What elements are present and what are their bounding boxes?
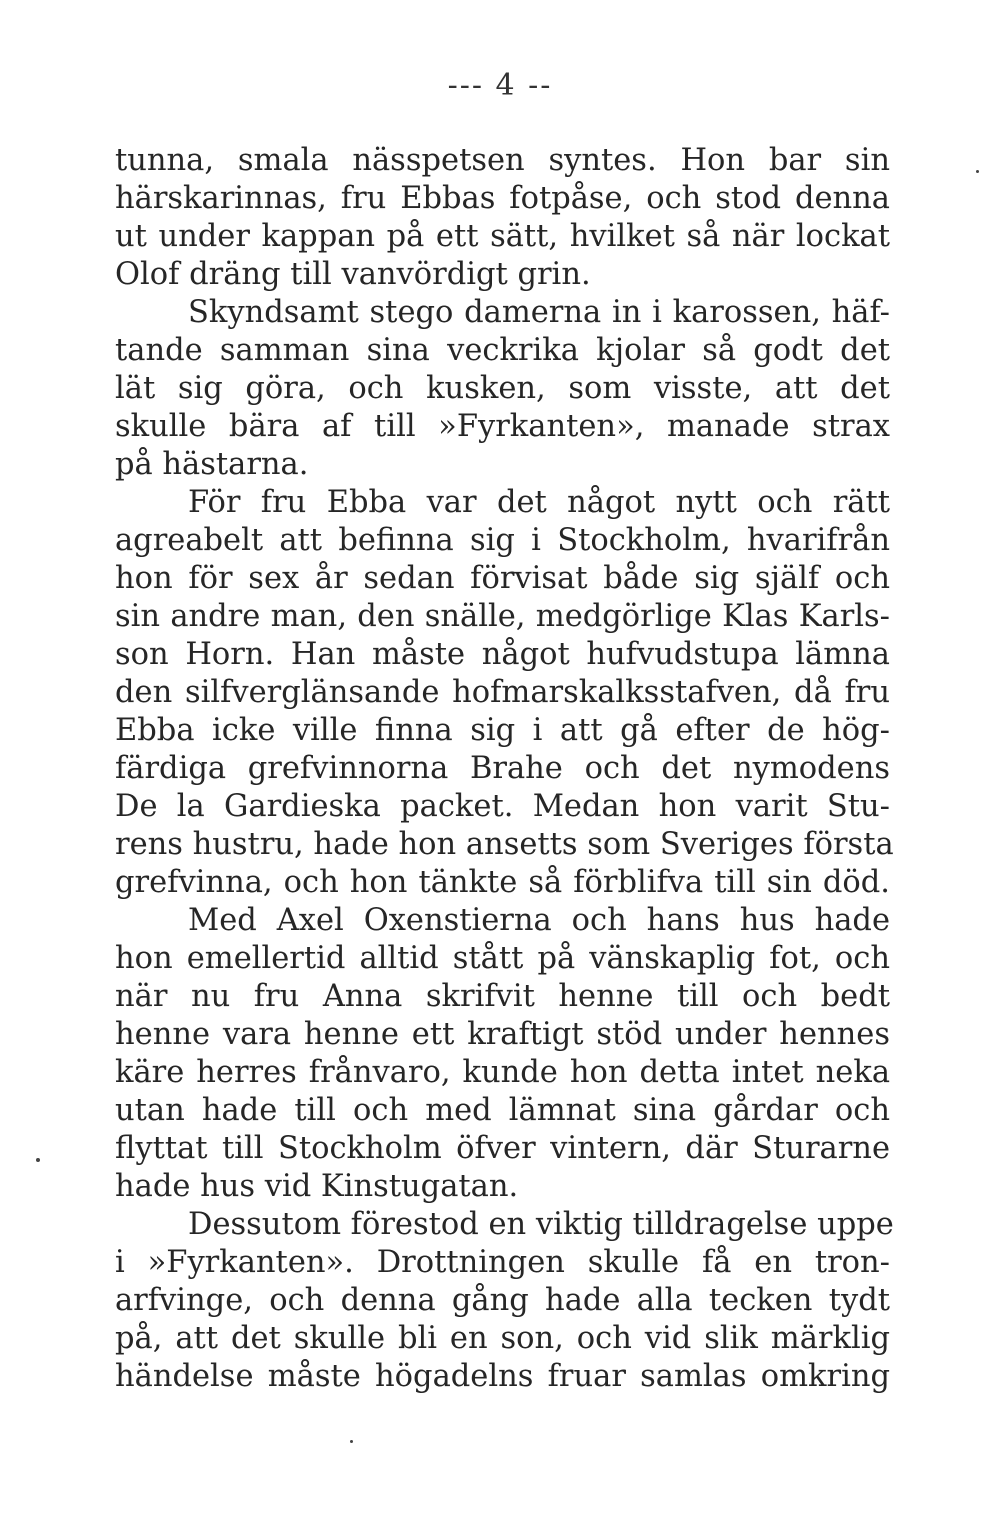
text-line: rens hustru, hade hon ansetts som Sveriges första — [115, 827, 894, 862]
text-line: i »Fyrkanten». Drottningen skulle få en tron- — [115, 1245, 890, 1280]
text-line: Ebba icke ville finna sig i att gå efter de hög- — [115, 713, 890, 748]
text-line: son Horn. Han måste något hufvudstupa lämna — [115, 637, 890, 672]
text-line: arfvinge, och denna gång hade alla tecken tydt — [115, 1283, 890, 1318]
text-line: på, att det skulle bli en son, och vid slik märklig — [115, 1321, 890, 1356]
text-line: färdiga grefvinnorna Brahe och det nymodens — [115, 751, 890, 786]
text-line: sin andre man, den snälle, medgörlige Klas Karls- — [115, 599, 890, 634]
text-line: henne vara henne ett kraftigt stöd under hennes — [115, 1017, 890, 1052]
text-line: Skyndsamt stego damerna in i karossen, häf- — [188, 295, 890, 330]
ink-speck — [976, 170, 979, 173]
text-line: härskarinnas, fru Ebbas fotpåse, och stod denna — [115, 181, 890, 216]
text-line: när nu fru Anna skrifvit henne till och bedt — [115, 979, 890, 1014]
text-line: Olof dräng till vanvördigt grin. — [115, 257, 591, 292]
text-line: Dessutom förestod en viktig tilldragelse uppe — [188, 1207, 894, 1242]
text-line: flyttat till Stockholm öfver vintern, där Sturarne — [115, 1131, 890, 1166]
text-line: tunna, smala nässpetsen syntes. Hon bar sin — [115, 143, 890, 178]
text-line: händelse måste högadelns fruar samlas omkring — [115, 1359, 890, 1394]
text-line: käre herres frånvaro, kunde hon detta intet neka — [115, 1055, 890, 1090]
text-line: på hästarna. — [115, 447, 309, 482]
text-line: lät sig göra, och kusken, som visste, att det — [115, 371, 890, 406]
text-line: För fru Ebba var det något nytt och rätt — [188, 485, 890, 520]
text-line: grefvinna, och hon tänkte så förblifva till sin död. — [115, 865, 890, 900]
text-line: tande samman sina veckrika kjolar så godt det — [115, 333, 890, 368]
text-line: Med Axel Oxenstierna och hans hus hade — [188, 903, 890, 938]
text-line: De la Gardieska packet. Medan hon varit Stu- — [115, 789, 890, 824]
text-line: skulle bära af till »Fyrkanten», manade strax — [115, 409, 890, 444]
text-line: ut under kappan på ett sätt, hvilket så när lockat — [115, 219, 890, 254]
text-line: den silfverglänsande hofmarskalksstafven, då fru — [115, 675, 890, 710]
text-line: hade hus vid Kinstugatan. — [115, 1169, 519, 1204]
text-line: hon för sex år sedan förvisat både sig själf och — [115, 561, 890, 596]
ink-speck — [350, 1440, 353, 1443]
text-line: hon emellertid alltid stått på vänskaplig fot, och — [115, 941, 890, 976]
text-line: utan hade till och med lämnat sina gårdar och — [115, 1093, 890, 1128]
page-number: --- 4 -- — [447, 68, 553, 103]
ink-speck — [36, 1158, 40, 1162]
text-line: agreabelt att befinna sig i Stockholm, hvarifrån — [115, 523, 890, 558]
